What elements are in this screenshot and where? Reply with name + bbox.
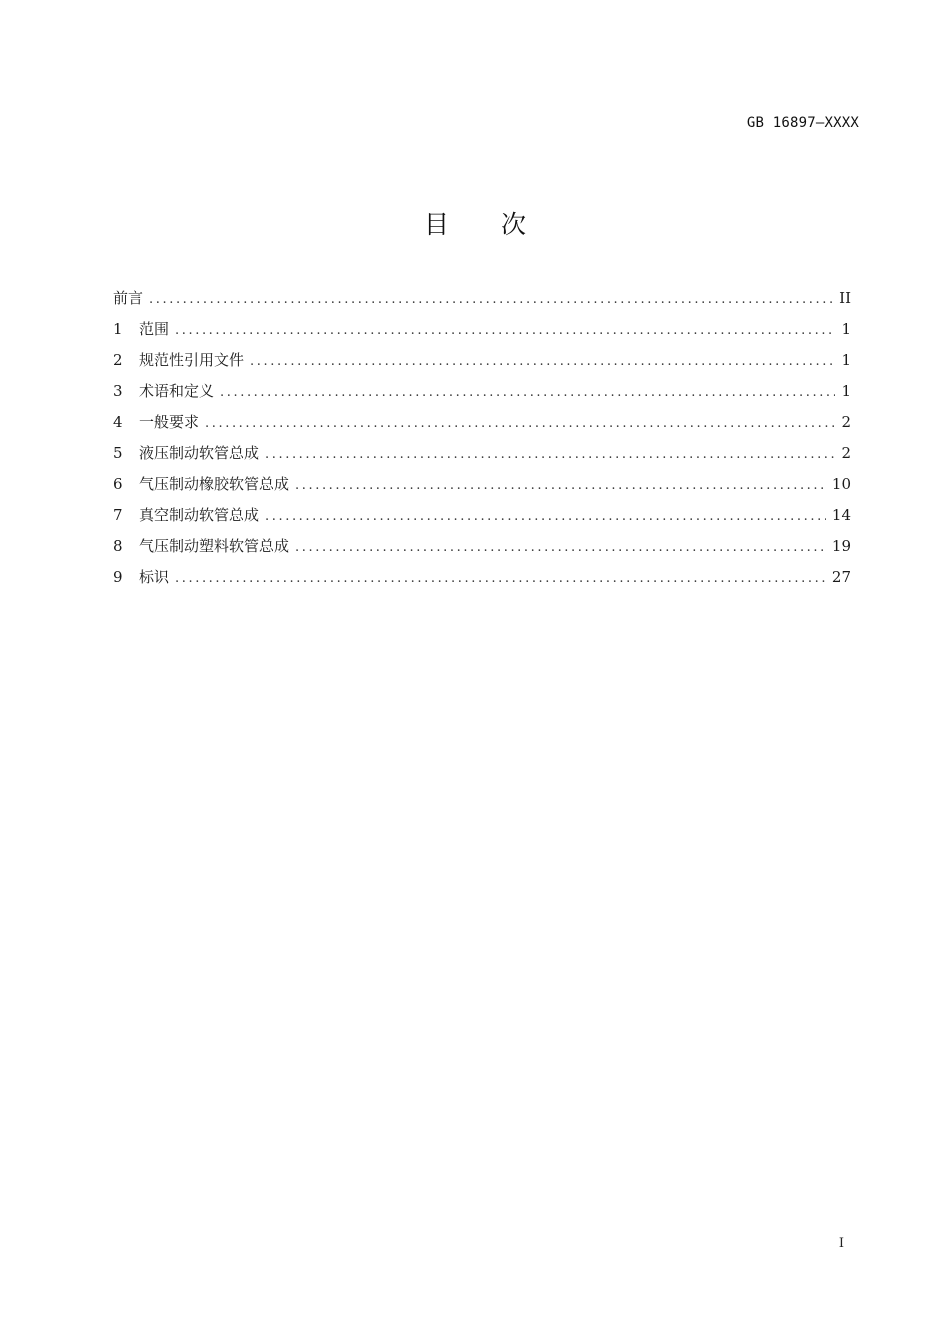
toc-entry-number: 5 [113,444,123,462]
toc-dot-leader [149,292,833,307]
toc-entry-page: 27 [831,568,851,586]
toc-dot-leader [250,354,835,369]
toc-dot-leader [175,571,826,586]
toc-entry-number: 8 [113,537,123,555]
toc-entry-6[interactable] [113,473,851,504]
table-of-contents [113,287,851,597]
toc-entry-label: 前言 [113,289,144,307]
toc-entry-3[interactable] [113,380,851,411]
toc-dot-leader [295,478,826,493]
toc-entry-2[interactable] [113,349,851,380]
toc-dot-leader [220,385,835,400]
toc-entry-number: 3 [113,382,123,400]
toc-entry-5[interactable] [113,442,851,473]
toc-entry-label: 液压制动软管总成 [139,444,260,462]
toc-entry-number: 9 [113,568,123,586]
toc-entry-page: 10 [831,475,851,493]
toc-entry-label: 气压制动塑料软管总成 [139,537,290,555]
toc-dot-leader [265,509,826,524]
toc-entry-9[interactable] [113,566,851,597]
toc-dot-leader [295,540,826,555]
toc-entry-7[interactable] [113,504,851,535]
toc-entry-page: 1 [841,320,851,338]
toc-entry-1[interactable] [113,318,851,349]
toc-entry-page: 19 [831,537,851,555]
toc-entry-label: 一般要求 [139,413,200,431]
toc-entry-number: 2 [113,351,123,369]
toc-entry-foreword[interactable] [113,287,851,318]
toc-title: 目 次 [424,210,548,239]
toc-entry-label: 标识 [139,568,170,586]
toc-entry-4[interactable] [113,411,851,442]
toc-entry-number: 6 [113,475,123,493]
toc-entry-label: 术语和定义 [139,382,215,400]
toc-entry-page: 2 [841,413,851,431]
toc-entry-page: 14 [831,506,851,524]
toc-entry-label: 真空制动软管总成 [139,506,260,524]
toc-entry-label: 范围 [139,320,170,338]
standard-number: GB 16897—XXXX [746,115,859,131]
toc-entry-page: 1 [841,351,851,369]
toc-dot-leader [205,416,835,431]
toc-entry-page: 1 [841,382,851,400]
toc-entry-label: 气压制动橡胶软管总成 [139,475,290,493]
toc-dot-leader [175,323,835,338]
toc-entry-label: 规范性引用文件 [139,351,245,369]
toc-entry-page: II [839,289,851,307]
toc-entry-page: 2 [841,444,851,462]
toc-entry-8[interactable] [113,535,851,566]
page-number: I [838,1236,844,1251]
toc-entry-number: 4 [113,413,123,431]
toc-dot-leader [265,447,835,462]
toc-entry-number: 7 [113,506,123,524]
toc-entry-number: 1 [113,320,123,338]
